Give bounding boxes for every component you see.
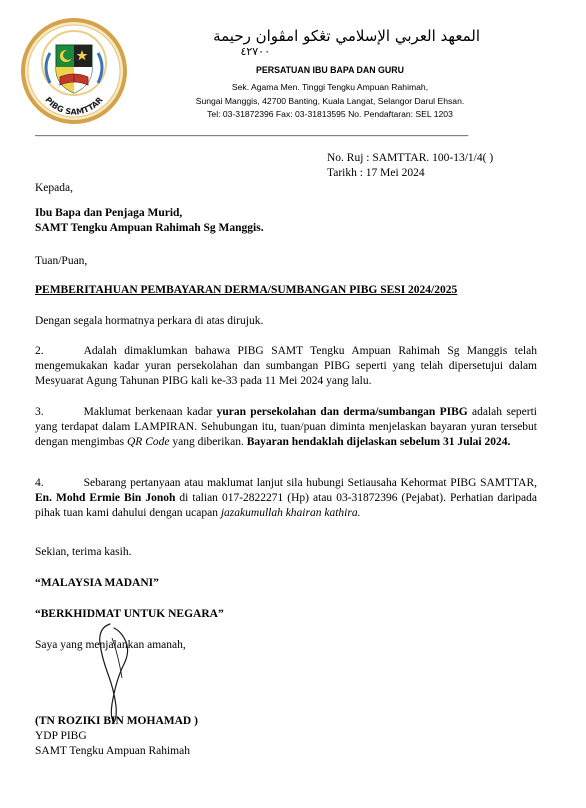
jawi-postcode: ٤٢٧٠٠ [240, 45, 270, 58]
handwritten-signature [88, 618, 148, 728]
paragraph-4-text: Sebarang pertanyaan atau maklumat lanjut sila hubungi Setiausaha Kehormat PIBG SAMTTAR, [83, 477, 537, 489]
logo-text: PIBG SAMTTAR [43, 95, 105, 117]
recipient-line-2: SAMT Tengku Ampuan Rahimah Sg Manggis. [35, 222, 264, 234]
paragraph-3-text-cont: adalah seperti yang terdapat dalam LAMPIRAN. Sehubungan itu, tuan/puan diminta menjelaskan bayaran yuran tersebut dengan mengimbas [35, 406, 537, 448]
secretary-name: En. Mohd Ermie Bin Jonoh [35, 491, 176, 504]
letter-date: Tarikh : 17 Mei 2024 [327, 167, 425, 179]
signatory-org: SAMT Tengku Ampuan Rahimah [35, 745, 190, 757]
signatory-title: YDP PIBG [35, 730, 87, 742]
qr-code-term: QR Code [126, 435, 170, 448]
recipient-line-1: Ibu Bapa dan Penjaga Murid, [35, 207, 183, 219]
paragraph-2-number: 2. [35, 345, 44, 357]
paragraph-3 [35, 405, 537, 449]
header-separator: ____________________________________________________________________________________________ [35, 126, 468, 136]
closing-prayer: jazakumullah khairan kathira. [220, 506, 361, 519]
reference-number: No. Ruj : SAMTTAR. 100-13/1/4( ) [327, 152, 494, 164]
paragraph-2-text: Adalah dimaklumkan bahawa PIBG SAMT Tengku Ampuan Rahimah Sg Manggis telah mengemukakan kadar yuran persekolahan dan sumbangan PIBG seperti yang telah dipersetujui dalam Mesyuarat Agung Tahunan PIBG kali ke-33 pada 11 Mei 2024 yang lalu. [35, 345, 537, 387]
paragraph-3-number: 3. [35, 406, 44, 418]
pibg-samttar-logo [20, 17, 128, 125]
paragraph-2 [35, 344, 537, 388]
paragraph-3-fee-emphasis: yuran persekolahan dan derma/sumbangan PIBG [216, 406, 468, 418]
signatory-name: (TN ROZIKI BIN MOHAMAD ) [35, 715, 198, 727]
signoff-line: Saya yang menjalankan amanah, [35, 639, 186, 651]
paragraph-4-number: 4. [35, 477, 44, 489]
address-line-2: Sungai Manggis, 42700 Banting, Kuala Langat, Selangor Darul Ehsan. [195, 95, 465, 106]
kepada-label: Kepada, [35, 182, 73, 194]
paragraph-4-text-cont: di talian 017-2822271 (Hp) atau 03-31872396 (Pejabat). Perhatian daripada pihak tuan kami dahului dengan ucapan [35, 491, 537, 519]
motto-berkhidmat: “BERKHIDMAT UNTUK NEGARA” [35, 608, 224, 620]
paragraph-3-text: Maklumat berkenaan kadar [83, 406, 217, 418]
motto-malaysia-madani: “MALAYSIA MADANI” [35, 577, 159, 589]
org-name: PERSATUAN IBU BAPA DAN GURU [256, 65, 404, 75]
opening-line: Dengan segala hormatnya perkara di atas dirujuk. [35, 315, 264, 327]
letter-subject: PEMBERITAHUAN PEMBAYARAN DERMA/SUMBANGAN PIBG SESI 2024/2025 [35, 284, 458, 296]
jawi-school-name: المعهد العربي الإسلامي تڠكو امڤوان رحيمة [213, 27, 480, 45]
paragraph-4 [35, 476, 537, 520]
paragraph-3-text-tail: yang diberikan. [169, 435, 247, 448]
salutation: Tuan/Puan, [35, 255, 88, 267]
closing-line: Sekian, terima kasih. [35, 546, 132, 558]
payment-deadline: Bayaran hendaklah dijelaskan sebelum 31 Julai 2024. [246, 435, 511, 448]
jawi-script-header [150, 26, 490, 64]
contact-line: Tel: 03-31872396 Fax: 03-31813595 No. Pendaftaran: SEL 1203 [207, 109, 453, 119]
address-line-1: Sek. Agama Men. Tinggi Tengku Ampuan Rahimah, [231, 82, 429, 92]
